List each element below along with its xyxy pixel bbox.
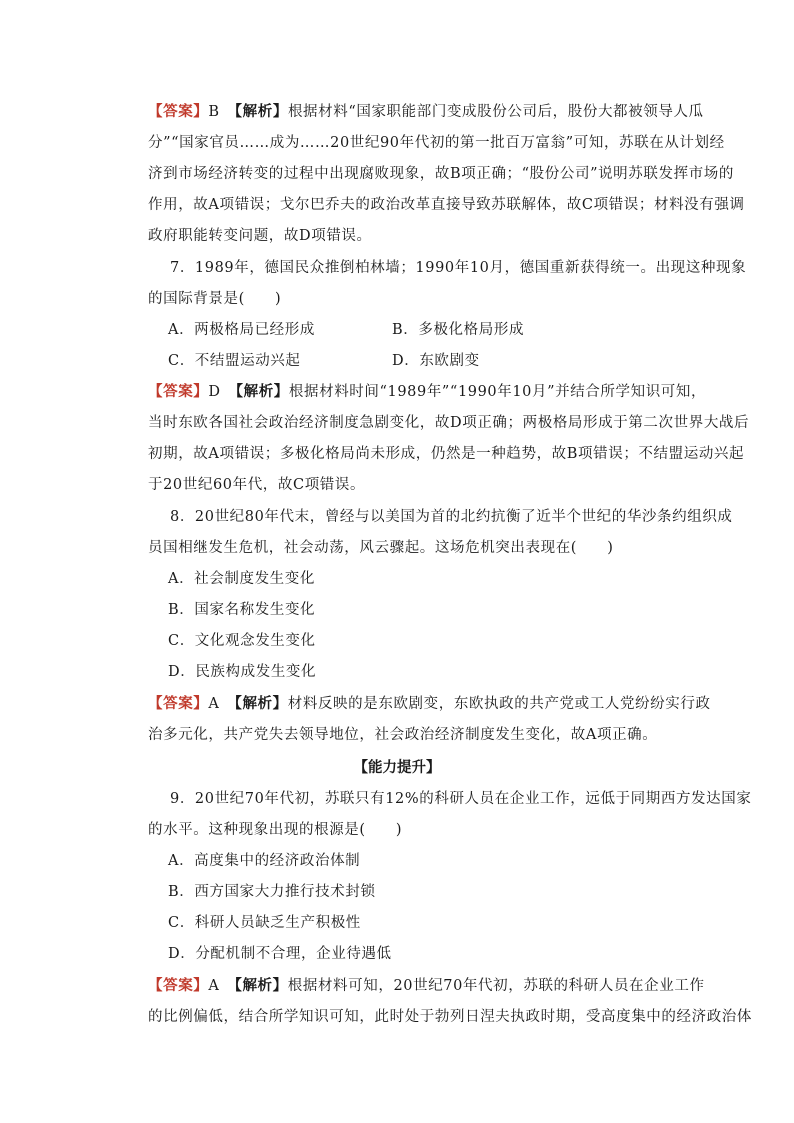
- q7-answer-line: [148, 382, 707, 402]
- question-9-stem: 9．20世纪70年代初，苏联只有12%的科研人员在企业工作，远低于同期西方发达国家: [170, 791, 752, 807]
- explanation-text: 于20世纪60年代，故C项错误。: [148, 477, 366, 493]
- explanation-text: 材料反映的是东欧剧变，东欧执政的共产党或工人党纷纷实行政: [287, 696, 711, 712]
- explanation-tag: 【解析】: [234, 977, 288, 994]
- explanation-text: 根据材料时间“1989年”“1990年10月”并结合所学知识可知，: [288, 384, 707, 400]
- answer-tag: 【答案】: [148, 977, 209, 994]
- question-8-stem: 8．20世纪80年代末，曾经与以美国为首的北约抗衡了近半个世纪的华沙条约组织成: [170, 509, 733, 525]
- explanation-text: 当时东欧各国社会政治经济制度急剧变化，故D项正确；两极格局形成于第二次世界大战后: [148, 415, 750, 431]
- answer-tag: 【答案】: [148, 103, 209, 120]
- question-9-stem: 的水平。这种现象出现的根源是( ): [148, 822, 403, 838]
- answer-value: A: [208, 978, 220, 994]
- question-9-option-c: C．科研人员缺乏生产积极性: [168, 915, 361, 931]
- question-9-option-b: B．西方国家大力推行技术封锁: [168, 884, 376, 900]
- explanation-text: 治多元化，共产党失去领导地位，社会政治经济制度发生变化，故A项正确。: [148, 727, 658, 743]
- q8-answer-line: [148, 694, 711, 714]
- q6-answer-line: [148, 102, 704, 122]
- explanation-text: 济到市场经济转变的过程中出现腐败现象，故B项正确；“股份公司”说明苏联发挥市场的: [148, 166, 734, 182]
- explanation-tag: 【解析】: [235, 383, 289, 400]
- answer-value: A: [208, 696, 220, 712]
- question-8-option-d: D．民族构成发生变化: [168, 664, 317, 680]
- question-7-option-d: D．东欧剧变: [392, 353, 480, 369]
- question-7-option-a: A．两极格局已经形成: [168, 322, 315, 338]
- answer-tag: 【答案】: [148, 695, 209, 712]
- question-8-option-c: C．文化观念发生变化: [168, 633, 316, 649]
- q9-answer-line: [148, 976, 705, 996]
- question-7-stem: 的国际背景是( ): [148, 291, 282, 307]
- question-8-option-a: A．社会制度发生变化: [168, 571, 315, 587]
- answer-value: B: [208, 104, 220, 120]
- explanation-tag: 【解析】: [234, 695, 288, 712]
- question-9-option-a: A．高度集中的经济政治体制: [168, 853, 361, 869]
- explanation-text: 作用，故A项错误；戈尔巴乔夫的政治改革直接导致苏联解体，故C项错误；材料没有强调: [148, 197, 745, 213]
- answer-value: D: [208, 384, 221, 400]
- question-8-stem: 员国相继发生危机，社会动荡，风云骤起。这场危机突出表现在( ): [148, 540, 614, 556]
- explanation-text: 分”“国家官员……成为……20世纪90年代初的第一批百万富翁”可知，苏联在从计划经: [148, 135, 725, 151]
- question-8-option-b: B．国家名称发生变化: [168, 602, 316, 618]
- explanation-tag: 【解析】: [234, 103, 288, 120]
- explanation-text: 初期，故A项错误；多极化格局尚未形成，仍然是一种趋势，故B项错误；不结盟运动兴起: [148, 446, 745, 462]
- question-9-option-d: D．分配机制不合理，企业待遇低: [168, 946, 392, 962]
- explanation-text: 政府职能转变问题，故D项错误。: [148, 228, 372, 244]
- section-title: 【能力提升】: [353, 759, 441, 776]
- question-7-option-b: B．多极化格局形成: [392, 322, 525, 338]
- question-7-option-c: C．不结盟运动兴起: [168, 353, 301, 369]
- explanation-text: 根据材料“国家职能部门变成股份公司后，股份大都被领导人瓜: [287, 104, 704, 120]
- answer-tag: 【答案】: [148, 383, 209, 400]
- explanation-text: 根据材料可知，20世纪70年代初，苏联的科研人员在企业工作: [287, 978, 705, 994]
- question-7-stem: 7．1989年，德国民众推倒柏林墙；1990年10月，德国重新获得统一。出现这种现象: [170, 260, 747, 276]
- explanation-text: 的比例偏低，结合所学知识可知，此时处于勃列日涅夫执政时期，受高度集中的经济政治体: [148, 1009, 752, 1025]
